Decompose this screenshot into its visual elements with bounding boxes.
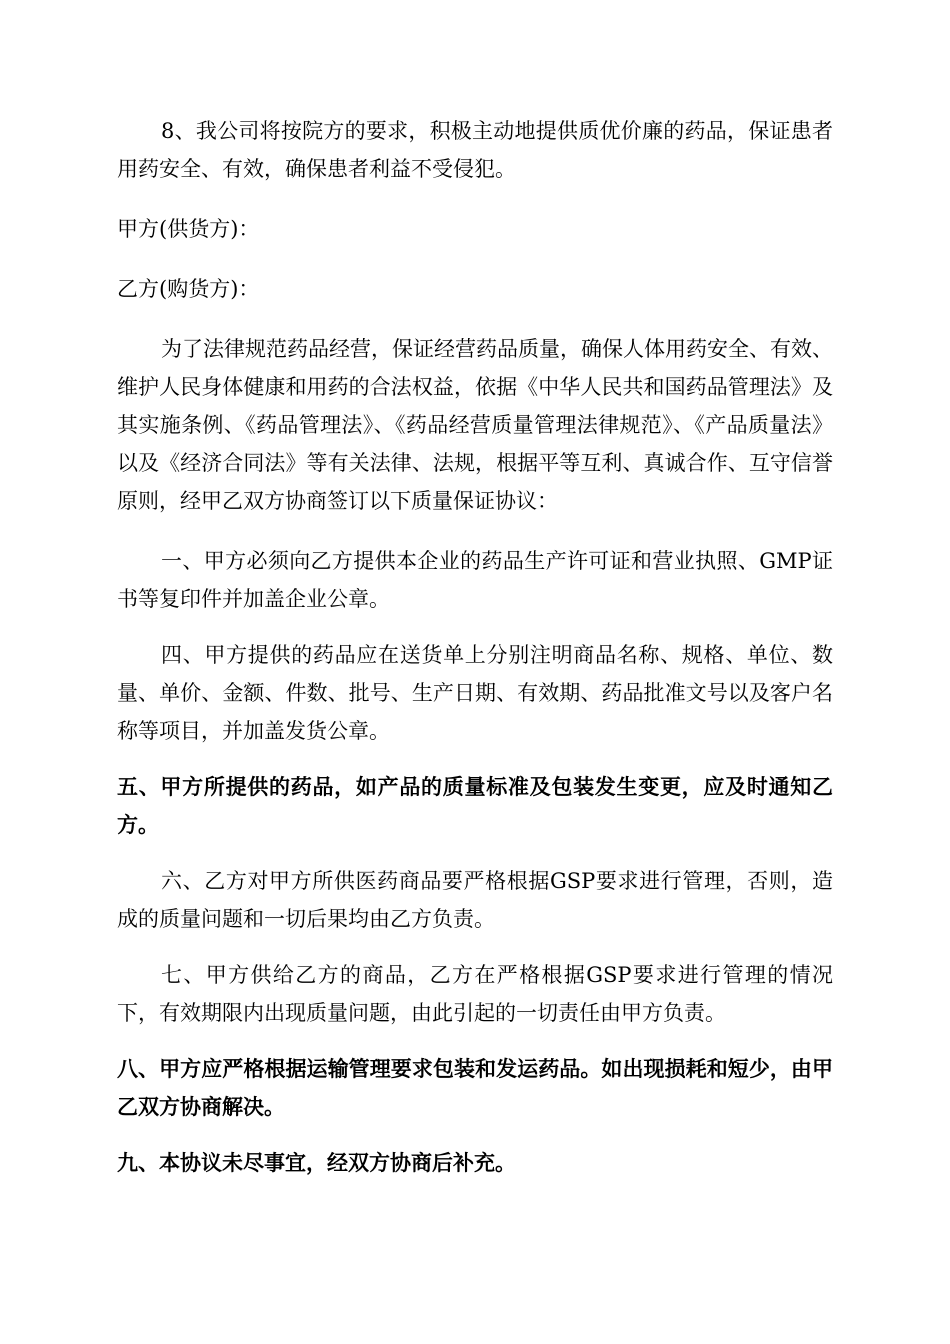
- clause-4-paragraph: 四、甲方提供的药品应在送货单上分别注明商品名称、规格、单位、数量、单价、金额、件数、批号、生产日期、有效期、药品批准文号以及客户名称等项目，并加盖发货公章。: [117, 643, 833, 743]
- clause-6-paragraph: 六、乙方对甲方所供医药商品要严格根据GSP要求进行管理，否则，造成的质量问题和一切后果均由乙方负责。: [117, 869, 833, 931]
- clause-5-paragraph: 五、甲方所提供的药品，如产品的质量标准及包装发生变更，应及时通知乙方。: [117, 775, 833, 837]
- clause-1-paragraph: 一、甲方必须向乙方提供本企业的药品生产许可证和营业执照、GMP证书等复印件并加盖企业公章。: [117, 549, 833, 611]
- clause-8-paragraph: 8、我公司将按院方的要求，积极主动地提供质优价廉的药品，保证患者用药安全、有效，确保患者利益不受侵犯。: [117, 119, 833, 181]
- preamble-paragraph: 为了法律规范药品经营，保证经营药品质量，确保人体用药安全、有效、维护人民身体健康和用药的合法权益，依据《中华人民共和国药品管理法》及其实施条例、《药品管理法》、《药品经营质量管理法律规范》、《产品质量法》以及《经济合同法》等有关法律、法规，根据平等互利、真诚合作、互守信誉原则，经甲乙双方协商签订以下质量保证协议：: [117, 337, 833, 513]
- party-b-label: 乙方(购货方)：: [117, 277, 260, 301]
- document-page: [117, 112, 833, 1182]
- clause-9-paragraph: 九、本协议未尽事宜，经双方协商后补充。: [117, 1151, 516, 1175]
- party-a-label: 甲方(供货方)：: [117, 217, 260, 241]
- clause-7-paragraph: 七、甲方供给乙方的商品，乙方在严格根据GSP要求进行管理的情况下，有效期限内出现质量问题，由此引起的一切责任由甲方负责。: [117, 963, 833, 1025]
- clause-8b-paragraph: 八、甲方应严格根据运输管理要求包装和发运药品。如出现损耗和短少，由甲乙双方协商解决。: [117, 1057, 833, 1119]
